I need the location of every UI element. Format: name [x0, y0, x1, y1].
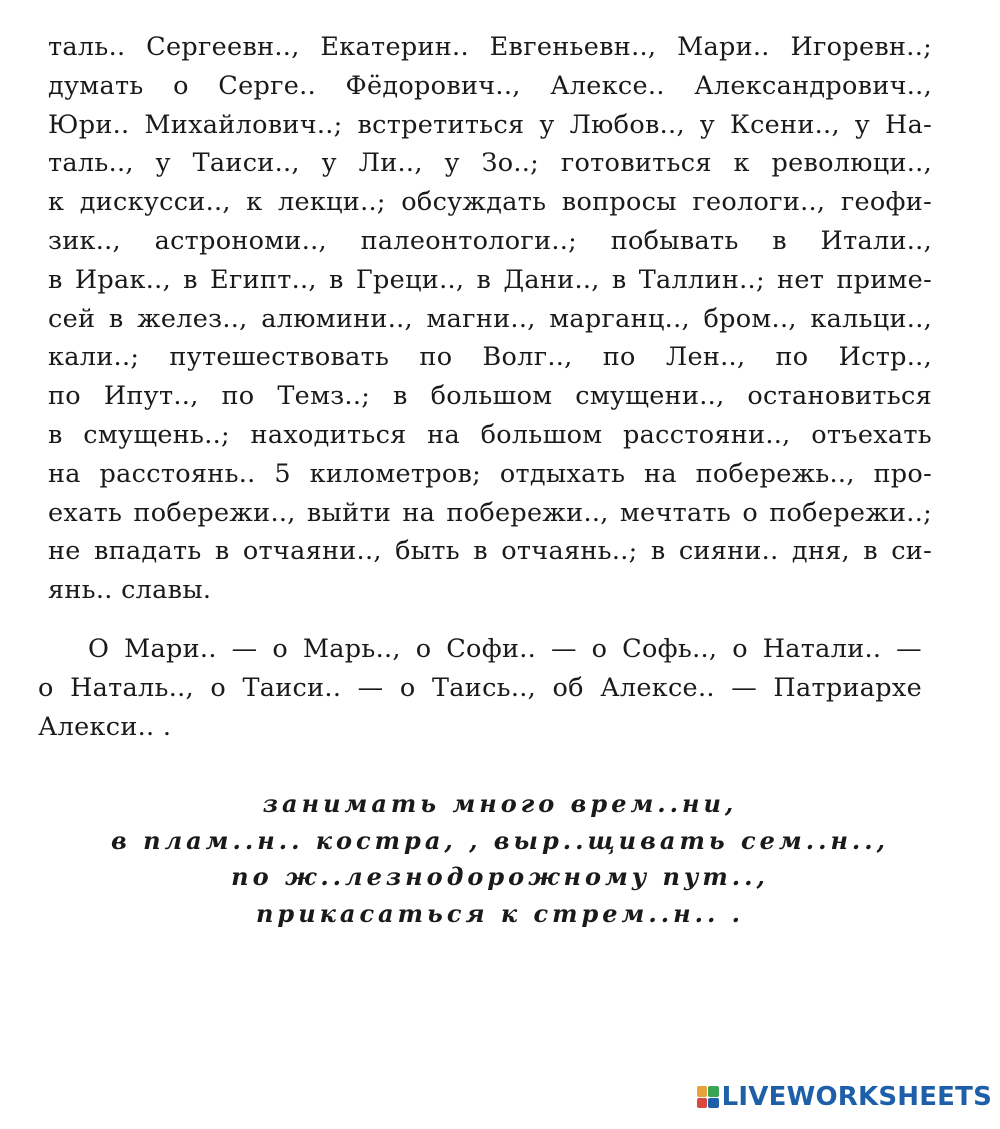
text-line: ехать побережи.., выйти на побережи.., мечтать о побережи..; [48, 497, 932, 528]
text-line: янь.. славы. [48, 575, 212, 606]
text-line: таль.. Сергеевн.., Екатерин.. Евгеньевн.., Мари.. Игоревн..; [48, 32, 932, 62]
verse-line: занимать много врем..ни, [262, 789, 738, 818]
exercise-paragraph-2 [38, 630, 922, 746]
text-line: по Ипут.., по Темз..; в большом смущени.., остановиться [48, 381, 932, 412]
text-line: Алекси.. . [38, 711, 172, 742]
text-line: в Ирак.., в Египт.., в Греци.., в Дани.., в Таллин..; нет приме- [48, 264, 932, 295]
text-line: не впадать в отчаяни.., быть в отчаянь..; в сияни.. дня, в си- [48, 536, 932, 567]
text-line: О Мари.. — о Марь.., о Софи.. — о Софь.., о Натали.. — [88, 634, 922, 664]
text-line: думать о Серге.. Фёдорович.., Алексе.. Александрович.., [48, 70, 932, 101]
text-line: кали..; путешествовать по Волг.., по Лен.., по Истр.., [48, 342, 932, 373]
text-line: таль.., у Таиси.., у Ли.., у Зо..; готовиться к революци.., [48, 148, 932, 179]
liveworksheets-logo [697, 1079, 992, 1115]
verse-line: в плам..н.. костра, , выр..щивать сем..н.., [111, 825, 889, 855]
text-line: к дискусси.., к лекци..; обсуждать вопросы геологи.., геофи- [48, 187, 932, 218]
liveworksheets-logo-icon [697, 1086, 719, 1108]
verse-line: по ж..лезнодорожному пут.., [231, 862, 769, 891]
text-line: о Наталь.., о Таиси.. — о Таись.., об Алексе.. — Патриархе [38, 672, 922, 703]
text-line: Юри.. Михайлович..; встретиться у Любов.., у Ксени.., у На- [48, 109, 932, 140]
exercise-verse-block [0, 786, 1000, 932]
text-line: в смущень..; находиться на большом расстояни.., отъехать [48, 419, 932, 450]
logo-text: LIVEWORKSHEETS [721, 1082, 992, 1112]
verse-line: прикасаться к стрем..н.. . [255, 898, 745, 928]
text-line: сей в желез.., алюмини.., магни.., марганц.., бром.., кальци.., [48, 303, 932, 334]
exercise-paragraph-1 [48, 28, 932, 610]
text-line: зик.., астрономи.., палеонтологи..; побывать в Итали.., [48, 225, 932, 256]
text-line: на расстоянь.. 5 километров; отдыхать на побережь.., про- [48, 458, 932, 489]
